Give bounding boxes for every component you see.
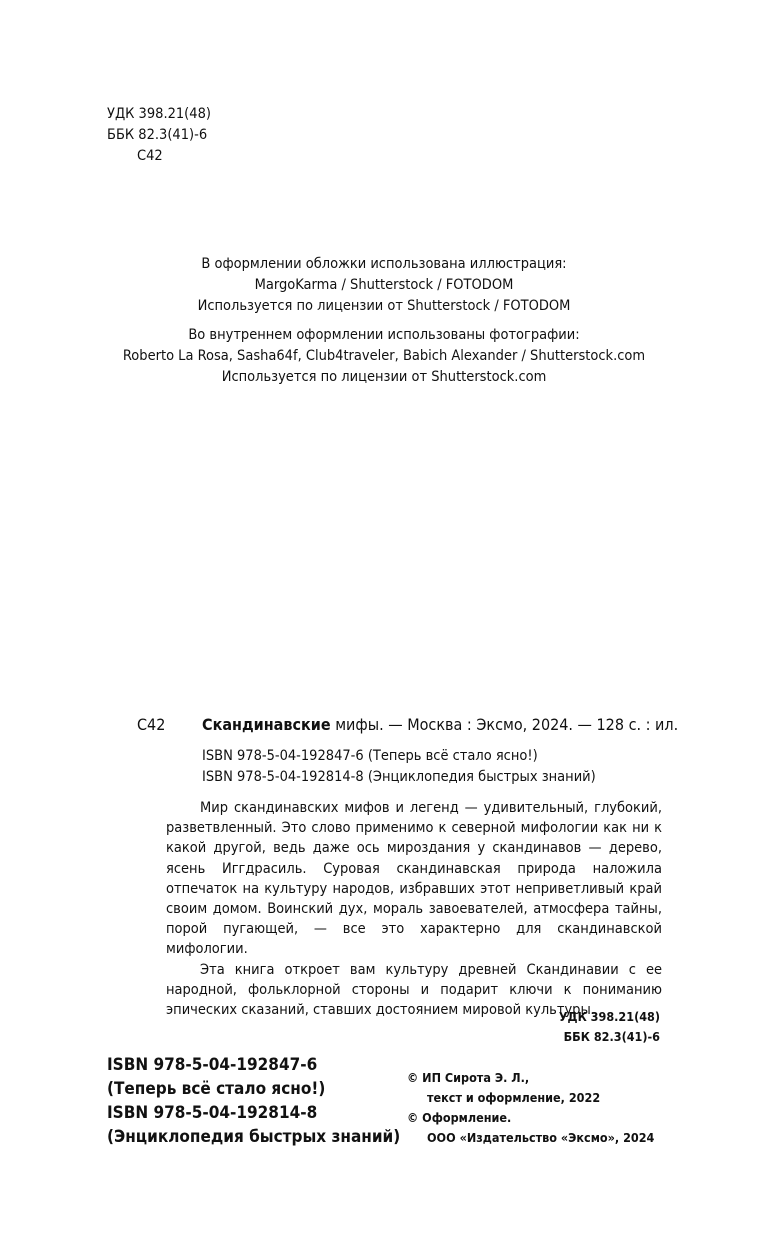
copyright-line-4: ООО «Издательство «Эксмо», 2024 [427,1130,655,1145]
isbn-block-line-4: (Энциклопедия быстрых знаний) [107,1127,401,1147]
isbn-block-line-2: (Теперь всё стало ясно!) [107,1079,326,1099]
isbn-block-line-1: ISBN 978-5-04-192847-6 [107,1055,318,1075]
cover-credit-license: Используется по лицензии от Shutterstock / FOTODOM [197,298,571,314]
inner-credit-authors: Roberto La Rosa, Sasha64f, Club4traveler, Babich Alexander / Shutterstock.com [122,348,646,364]
book-title: Скандинавские [202,715,331,734]
classification-top [107,104,211,167]
classification-bottom [540,1007,660,1047]
cover-credits [0,254,768,317]
copyright-line-1: © ИП Сирота Э. Л., [407,1070,530,1085]
bibliographic-code: С42 [137,715,166,734]
author-sign: С42 [137,148,163,164]
inner-credit-license: Используется по лицензии от Shutterstock.com [221,369,547,385]
copyright-line-2: текст и оформление, 2022 [427,1090,601,1105]
bbk-code-bottom: ББК 82.3(41)-6 [563,1029,660,1044]
copyright-line-3: © Оформление. [407,1110,512,1125]
isbn-1: ISBN 978-5-04-192847-6 (Теперь всё стало ясно!) [202,748,538,764]
inner-credit-intro: Во внутреннем оформлении использованы фотографии: [188,327,580,343]
udk-code-bottom: УДК 398.21(48) [558,1009,660,1024]
copyright-block [407,1068,654,1148]
annotation-paragraph-1: Мир скандинавских мифов и легенд — удивительный, глубокий, разветвленный. Это слово применимо к северной мифологии как ни к какой другой, ведь даже ось мироздания у скандинавов — дерево, ясень Иггдрасиль. Суровая скандинавская природа наложила отпечаток на культуру народов, избравших этот неприветливый край своим домом. Воинский дух, мораль завоевателей, атмосфера тайны, порой пугающей, — все это характерно для скандинавской мифологии. [166,800,662,958]
isbn-2: ISBN 978-5-04-192814-8 (Энциклопедия быстрых знаний) [202,769,596,785]
isbn-block [107,1053,400,1149]
cover-credit-author: MargoKarma / Shutterstock / FOTODOM [254,277,514,293]
bbk-code: ББК 82.3(41)-6 [107,127,208,143]
isbn-block-line-3: ISBN 978-5-04-192814-8 [107,1103,318,1123]
bibliographic-details: мифы. — Москва : Эксмо, 2024. — 128 с. : ил. [330,715,679,734]
udk-code: УДК 398.21(48) [107,106,211,122]
bibliographic-record [202,715,678,734]
cover-credit-intro: В оформлении обложки использована иллюстрация: [201,256,567,272]
isbn-list [202,746,596,788]
inner-credits [0,325,768,388]
annotation [166,798,662,1020]
annotation-paragraph-2: Эта книга откроет вам культуру древней Скандинавии с ее народной, фольклорной стороны и подарит ключи к пониманию эпических сказаний, ставших достоянием мировой культуры. [166,961,662,1019]
